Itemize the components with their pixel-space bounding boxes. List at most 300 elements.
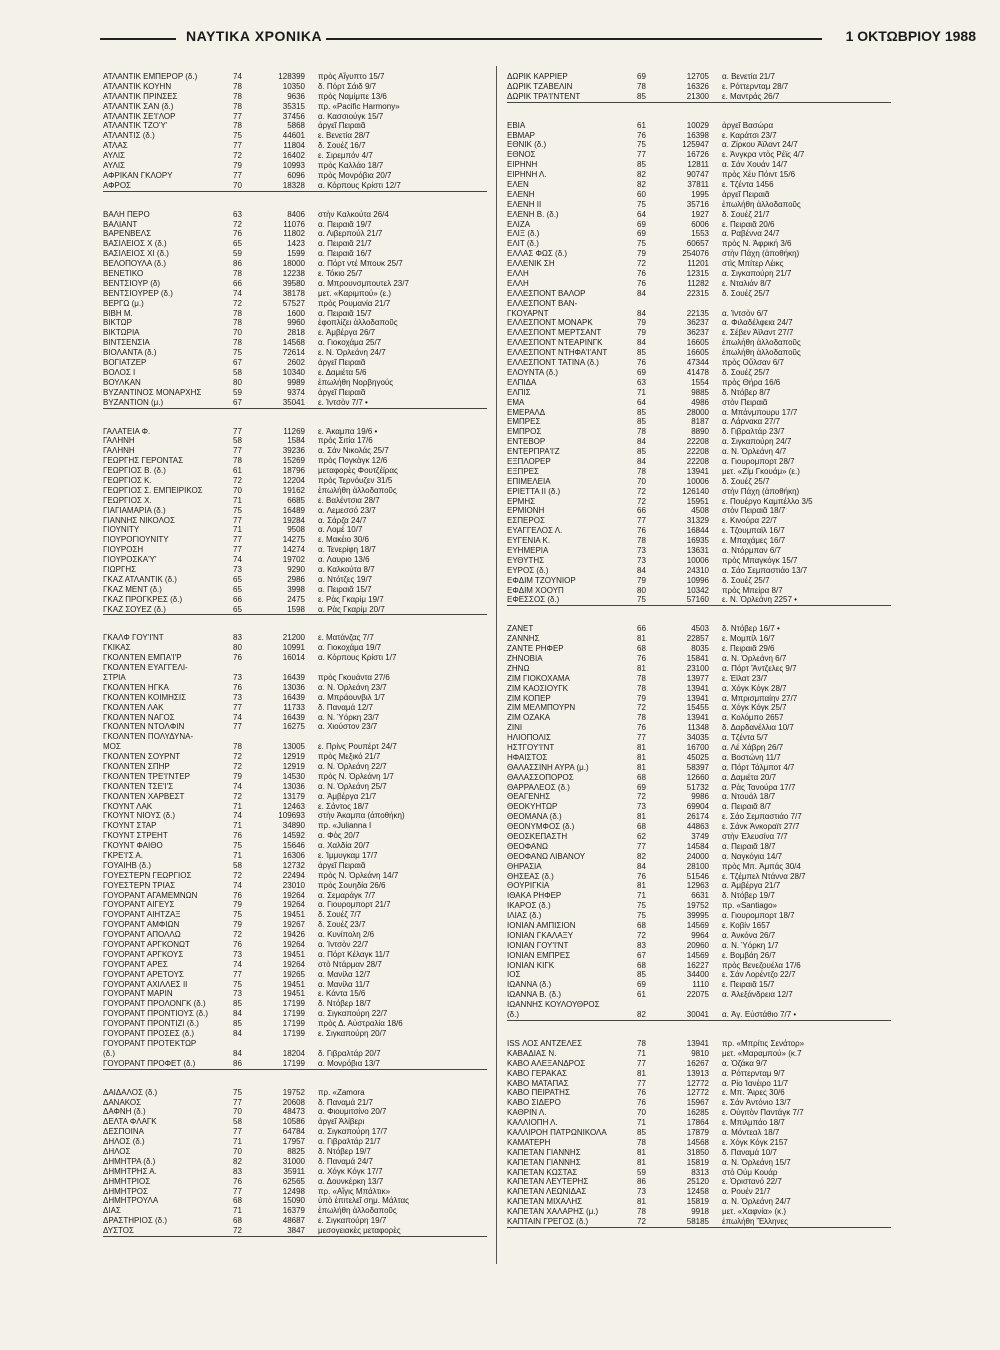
build-year: 80 xyxy=(233,643,242,653)
position-note: ἐπωλήθη Νορβηγούς xyxy=(318,377,394,387)
ship-name: ΔΗΜΗΤΡΙΟΣ xyxy=(103,1176,151,1186)
ship-row xyxy=(507,703,891,713)
build-year: 77 xyxy=(233,702,242,712)
ship-row xyxy=(103,683,487,693)
build-year: 69 xyxy=(637,72,646,81)
ship-name: ΑΤΛΑΝΤΙΣ (δ.) xyxy=(103,131,155,141)
build-year: 72 xyxy=(233,298,242,308)
ship-row xyxy=(507,140,891,150)
ship-row xyxy=(103,318,487,328)
ship-row xyxy=(507,783,891,793)
ship-row xyxy=(507,437,891,447)
tonnage: 16014 xyxy=(282,653,305,663)
ship-row xyxy=(103,1127,487,1137)
tonnage: 20960 xyxy=(686,940,709,950)
listing-block xyxy=(103,1088,487,1237)
ship-row xyxy=(507,802,891,812)
ship-row xyxy=(507,911,891,921)
tonnage: 34890 xyxy=(282,821,305,831)
ship-row xyxy=(103,1167,487,1177)
ship-name: ΔΕΛΤΑ ΦΛΑΓΚ xyxy=(103,1117,157,1127)
ship-name: ΚΑΠΕΤΑΝ ΚΩΣΤΑΣ xyxy=(507,1167,578,1177)
build-year: 85 xyxy=(637,348,646,358)
position-note: ε. Ἰμμυγκαμ 17/7 xyxy=(318,851,378,861)
build-year: 79 xyxy=(233,771,242,781)
position-note: α. Ἰντσὸν 6/7 xyxy=(722,308,768,318)
ship-name: ΓΟΥΟΡΑΝΤ ΑΙΓΕΥΣ xyxy=(103,900,175,910)
tonnage: 19426 xyxy=(282,930,305,940)
ship-name: ΕΛΛΕΣΠΟΝΤ ΝΤΕΑΡΙΝΓΚ xyxy=(507,338,603,348)
position-note: πρὸς Τερνόυζεν 31/5 xyxy=(318,475,393,485)
ship-row xyxy=(507,150,891,160)
ship-row xyxy=(507,624,891,634)
build-year: 75 xyxy=(233,1087,242,1097)
position-note: πρὸς Αἴγυπτο 15/7 xyxy=(318,72,385,81)
ship-name: ΕΦΔΙΜ ΧΟΟΥΠ xyxy=(507,585,564,595)
tonnage: 8825 xyxy=(287,1146,305,1156)
tonnage: 21200 xyxy=(282,633,305,643)
ship-name: ΕΛΙΤ (δ.) xyxy=(507,239,539,249)
ship-name: ΕΛΛΕΣΠΟΝΤ ΝΤΗΦΑ'Ι'ΑΝΤ xyxy=(507,348,608,358)
tonnage: 6006 xyxy=(691,219,709,229)
position-note: α. Γιουρομπορτ 21/7 xyxy=(318,900,391,910)
position-note: α. Μπράουνβιλ 1/7 xyxy=(318,692,385,702)
ship-name: ΣΤΡΙΑ xyxy=(103,672,126,682)
ship-name: ΘΕΑΓΕΝΗΣ xyxy=(507,792,551,802)
tonnage: 37456 xyxy=(282,111,305,121)
tonnage: 35911 xyxy=(283,1166,305,1176)
ship-name: ΚΑΠΕΤΑΝ ΧΑΛΑΡΗΣ (μ.) xyxy=(507,1207,599,1217)
position-note: α. Ν. Ὀρλεάνη 4/7 xyxy=(722,447,787,457)
ship-row xyxy=(103,378,487,388)
build-year: 73 xyxy=(233,692,242,702)
build-year: 66 xyxy=(233,594,242,604)
tonnage: 60657 xyxy=(686,239,709,249)
ship-row xyxy=(103,811,487,821)
tonnage: 10993 xyxy=(282,161,305,171)
issue-date: 1 ΟΚΤΩΒΡΙΟΥ 1988 xyxy=(845,28,976,44)
ship-row xyxy=(507,634,891,644)
ship-name: ΑΥΛΙΣ xyxy=(103,161,125,171)
ship-name: ΕΘΝΙΚ (δ.) xyxy=(507,140,547,150)
ship-name: ΕΦΔΙΜ ΤΖΟΥΝΙΟΡ xyxy=(507,575,576,585)
position-note: ε. Σάο Σεμπαστιάο 7/7 xyxy=(722,812,802,822)
ship-row xyxy=(507,1079,891,1089)
ship-row xyxy=(103,131,487,141)
ship-row xyxy=(507,941,891,951)
tonnage: 19451 xyxy=(282,979,305,989)
position-note: μετ. «Καριμπού» (ε.) xyxy=(318,288,392,298)
build-year: 77 xyxy=(637,733,646,743)
build-year: 69 xyxy=(637,782,646,792)
build-year: 64 xyxy=(637,209,646,219)
position-note: α. Σιγκαπούρη 22/7 xyxy=(318,1009,388,1019)
position-note: ε. Πειραιᾶ 29/6 xyxy=(722,644,775,654)
build-year: 68 xyxy=(233,1216,242,1226)
ship-name: ΓΕΩΡΓΗΣ ΓΕΡΟΝΤΑΣ xyxy=(103,456,184,466)
ship-name: ΒΟΓΙΑΤΖΕΡ xyxy=(103,358,147,368)
ship-row xyxy=(507,664,891,674)
build-year: 69 xyxy=(637,229,646,239)
position-note: α. Ν. Ὑόρκη 23/7 xyxy=(318,712,380,722)
build-year: 79 xyxy=(637,318,646,328)
position-note: μεταφορὲς Φουτζέϊρας xyxy=(318,466,398,476)
listing-block xyxy=(103,72,487,192)
ship-name: ΒΥΖΑΝΤΙΟΝ (μ.) xyxy=(103,397,164,407)
ship-name: ΕΛΟΥΝΤΑ (δ.) xyxy=(507,367,559,377)
position-note: α. Χαλδία 20/7 xyxy=(318,841,370,851)
ship-name: ΓΚΟΛΝΤΕΝ ΛΑΚ xyxy=(103,702,164,712)
position-note: α. Ν. Ὀρλεάνη 22/7 xyxy=(318,762,387,771)
ship-name: ΕΛΛΕΣΠΟΝΤ ΤΑΤΙΝΑ (δ.) xyxy=(507,358,599,368)
position-note: α. Πειραιᾶ 21/7 xyxy=(318,239,372,249)
build-year: 84 xyxy=(637,338,646,348)
tonnage: 69904 xyxy=(686,802,709,812)
ship-name: ΘΕΟΦΑΝΩ xyxy=(507,841,549,851)
ship-row xyxy=(103,575,487,585)
ship-name: ΘΗΣΕΑΣ (δ.) xyxy=(507,871,554,881)
ship-row xyxy=(103,299,487,309)
ship-name: ΙΟΝΙΑΝ ΓΚΑΛΑΞΥ xyxy=(507,930,574,940)
ship-row xyxy=(507,1108,891,1118)
tonnage: 11076 xyxy=(283,219,305,229)
ship-row xyxy=(103,772,487,782)
build-year: 63 xyxy=(233,209,242,219)
tonnage: 19264 xyxy=(282,890,305,900)
ship-name: ΕΛΕΝΗ xyxy=(507,189,535,199)
position-note: ε. Βαλέντσια 28/7 xyxy=(318,495,380,505)
build-year: 83 xyxy=(637,940,646,950)
build-year: 62 xyxy=(637,832,646,842)
tonnage: 10029 xyxy=(686,120,709,130)
tonnage: 48687 xyxy=(282,1216,305,1226)
tonnage: 58185 xyxy=(686,1216,709,1226)
tonnage: 11282 xyxy=(687,278,709,288)
ship-name: ΒΥΖΑΝΤΙΝΟΣ ΜΟΝΑΡΧΗΣ xyxy=(103,387,202,397)
position-note: α. Ἀμβέργα 21/7 xyxy=(318,791,377,801)
ship-row xyxy=(507,576,891,586)
ship-row xyxy=(507,792,891,802)
tonnage: 2475 xyxy=(287,594,305,604)
ship-name: ΕΘΝΟΣ xyxy=(507,150,536,160)
tonnage: 16398 xyxy=(686,130,709,140)
build-year: 71 xyxy=(233,525,242,535)
tonnage: 9810 xyxy=(691,1048,709,1058)
ship-row xyxy=(507,1039,891,1049)
build-year: 72 xyxy=(637,930,646,940)
ship-row xyxy=(507,1000,891,1010)
build-year: 60 xyxy=(637,189,646,199)
build-year: 70 xyxy=(233,1146,242,1156)
position-note: α. Σεμαράγκ 7/7 xyxy=(318,890,376,900)
ship-name: ΓΟΥΟΡΑΝΤ ΠΡΟΝΤΙΖΙ (δ.) xyxy=(103,1019,199,1029)
position-note: ε. Ἐϊλατ 23/7 xyxy=(722,673,768,683)
ship-name: ΕΡΜΙΟΝΗ xyxy=(507,506,545,516)
tonnage: 16267 xyxy=(686,1058,709,1068)
ship-name: ΙΛΙΑΣ (δ.) xyxy=(507,911,542,921)
position-note: ἐπωλήθη ἀλλοδαποῦς xyxy=(318,1206,397,1216)
ship-row xyxy=(103,427,487,437)
ship-row xyxy=(507,990,891,1000)
position-note: α. Σάρζα 24/7 xyxy=(318,515,367,525)
ship-row xyxy=(507,713,891,723)
ship-name: ΘΕΟΦΑΝΩ ΛΙΒΑΝΟΥ xyxy=(507,851,586,861)
build-year: 70 xyxy=(637,476,646,486)
ship-name: ΑΤΛΑΝΤΙΚ ΚΟΥΗΝ xyxy=(103,81,172,91)
ship-row xyxy=(103,930,487,940)
position-note: ε. Σιγκαπούρη 20/7 xyxy=(318,1029,387,1039)
ship-name: ΓΚΟΛΝΤΕΝ ΤΣΕ'Ι'Σ xyxy=(103,781,174,791)
position-note: δ. Σουέζ 16/7 xyxy=(318,141,366,151)
position-note: ε. Ρόττερνταμ 28/7 xyxy=(722,81,789,91)
build-year: 82 xyxy=(637,1010,646,1020)
ship-row xyxy=(103,171,487,181)
ship-row xyxy=(507,239,891,249)
build-year: 79 xyxy=(233,900,242,910)
position-note: πρὸς Γκουάντα 27/6 xyxy=(318,672,390,682)
tonnage: 39995 xyxy=(686,911,709,921)
ship-name: ΓΟΥΟΡΑΝΤ ΑΜΦΙΩΝ xyxy=(103,920,180,930)
ship-row xyxy=(103,545,487,555)
build-year: 77 xyxy=(637,841,646,851)
right-column xyxy=(507,72,891,1246)
ship-name: ΘΕΟΚΥΗΤΩΡ xyxy=(507,802,558,812)
position-note: α. Πειραιᾶ 8/7 xyxy=(722,802,772,812)
tonnage: 36237 xyxy=(686,328,709,338)
ship-row xyxy=(103,1196,487,1206)
tonnage: 25120 xyxy=(686,1177,709,1187)
build-year: 71 xyxy=(637,387,646,397)
ship-row xyxy=(507,516,891,526)
ship-name: ΑΤΛΑΝΤΙΚ ΤΖΟ'Υ' xyxy=(103,121,168,131)
build-year: 77 xyxy=(637,516,646,526)
position-note: α. Πειραιᾶ 19/7 xyxy=(318,219,372,229)
build-year: 76 xyxy=(637,130,646,140)
ship-row xyxy=(507,1128,891,1138)
ship-name: ΙΟΝΙΑΝ ΑΜΠΙΣΙΟΝ xyxy=(507,921,576,931)
build-year: 81 xyxy=(637,812,646,822)
build-year: 69 xyxy=(637,367,646,377)
ship-name: ΓΚΑΖ ΜΕΝΤ (δ.) xyxy=(103,584,162,594)
tonnage: 12772 xyxy=(686,1078,709,1088)
ship-name: (δ.) xyxy=(103,1048,116,1058)
build-year: 70 xyxy=(233,328,242,338)
build-year: 71 xyxy=(233,821,242,831)
build-year: 72 xyxy=(637,792,646,802)
ship-row xyxy=(103,555,487,565)
ship-name: ΑΤΛΑΝΤΙΚ ΠΡΙΝΣΕΣ xyxy=(103,91,178,101)
ship-name: ΒΕΝΤΣΙΟΥΡΕΡ (δ.) xyxy=(103,288,173,298)
position-note: α. Ραβέννα 24/7 xyxy=(722,229,780,239)
tonnage: 126140 xyxy=(682,486,709,496)
ship-row xyxy=(103,259,487,269)
tonnage: 48473 xyxy=(282,1107,305,1117)
position-note: ε. Σάντος 18/7 xyxy=(318,801,369,811)
ship-row xyxy=(507,506,891,516)
build-year: 72 xyxy=(233,1226,242,1236)
ship-name: ΓΟΥΕΣΤΕΡΝ ΓΕΩΡΓΙΟΣ xyxy=(103,870,192,880)
tonnage: 62565 xyxy=(282,1176,305,1186)
tonnage: 16935 xyxy=(686,536,709,546)
tonnage: 11348 xyxy=(687,723,709,733)
position-note: α. Τενερίφη 18/7 xyxy=(318,545,376,555)
ship-name: (δ.) xyxy=(507,1010,520,1020)
tonnage: 10991 xyxy=(282,643,305,653)
ship-name: ΚΑΠΕΤΑΝ ΜΙΧΑΛΗΣ xyxy=(507,1197,583,1207)
tonnage: 12463 xyxy=(282,801,305,811)
ship-row xyxy=(103,388,487,398)
position-note: στὴν Ἐλευσίνα 7/7 xyxy=(722,832,788,842)
position-note: πρὸς Σιτία 17/6 xyxy=(318,436,373,446)
tonnage: 12660 xyxy=(686,772,709,782)
position-note: ε. Ὀριστανό 22/7 xyxy=(722,1177,782,1187)
tonnage: 9989 xyxy=(287,377,305,387)
ship-name: ΓΙΑΓΙΑΜΑΡΙΑ (δ.) xyxy=(103,505,166,515)
build-year: 77 xyxy=(233,426,242,436)
position-note: α. Φιλαδέλφεια 24/7 xyxy=(722,318,793,328)
ship-row xyxy=(507,289,891,299)
tonnage: 58397 xyxy=(686,762,709,772)
build-year: 71 xyxy=(233,801,242,811)
tonnage: 1600 xyxy=(287,308,305,318)
ship-name: ΓΟΥΟΡΑΝΤ ΑΙΗΤΖΑΞ xyxy=(103,910,181,920)
build-year: 71 xyxy=(233,1137,242,1147)
ship-row xyxy=(103,752,487,762)
ship-name: ΑΦΡΙΚΑΝ ΓΚΛΟΡΥ xyxy=(103,170,173,180)
ship-row xyxy=(507,378,891,388)
ship-row xyxy=(103,368,487,378)
build-year: 85 xyxy=(637,970,646,980)
tonnage: 10006 xyxy=(686,476,709,486)
build-year: 74 xyxy=(233,72,242,81)
ship-name: ΙΟΝΙΑΝ ΕΜΠΡΕΣ xyxy=(507,950,571,960)
ship-name: ΔΩΡΙΚ ΚΑΡΡΙΕΡ xyxy=(507,72,568,81)
build-year: 72 xyxy=(233,870,242,880)
tonnage: 4503 xyxy=(691,624,709,634)
position-note: ἀργεῖ Βασώρα xyxy=(722,120,774,130)
ship-name: ΓΚΑΖ ΣΟΥΕΖ (δ.) xyxy=(103,604,166,614)
tonnage: 8406 xyxy=(287,209,305,219)
tonnage: 57160 xyxy=(686,595,709,605)
ship-row xyxy=(103,358,487,368)
position-note: α. Πόρτ Τάλμποτ 4/7 xyxy=(722,762,795,772)
tonnage: 90747 xyxy=(686,170,709,180)
position-note: α. Κασσιούγκ 15/7 xyxy=(318,111,384,121)
ship-name: ΕΛΛΕΣΠΟΝΤ ΒΑΝ- xyxy=(507,298,578,308)
build-year: 72 xyxy=(233,752,242,762)
position-note: δ. Ντόβερ 19/7 xyxy=(318,1146,371,1156)
ship-row xyxy=(507,812,891,822)
position-note: ε. Σάν Λορέντζο 22/7 xyxy=(722,970,796,980)
tonnage: 9636 xyxy=(287,91,305,101)
ship-name: ΓΟΥΟΡΑΝΤ ΑΧΙΛΛΕΣ ΙΙ xyxy=(103,979,188,989)
tonnage: 12705 xyxy=(686,72,709,81)
tonnage: 1598 xyxy=(287,604,305,614)
tonnage: 15090 xyxy=(282,1196,305,1206)
tonnage: 16844 xyxy=(686,526,709,536)
build-year: 78 xyxy=(233,456,242,466)
position-note: α. Φιουμιτσίνο 20/7 xyxy=(318,1107,387,1117)
tonnage: 14568 xyxy=(282,338,305,348)
ship-row xyxy=(103,920,487,930)
position-note: πρὸς Ρουμανία 21/7 xyxy=(318,298,391,308)
tonnage: 45025 xyxy=(686,752,709,762)
position-note: ε. Σάνκ Ἀνκοραϊτ 27/7 xyxy=(722,822,800,832)
build-year: 76 xyxy=(233,653,242,663)
ship-name: ΔΕΣΠΟΙΝΑ xyxy=(103,1127,144,1137)
ship-name: ΓΚΟΛΝΤΕΝ ΗΓΚΑ xyxy=(103,682,169,692)
ship-name: ΔΙΑΣ xyxy=(103,1206,121,1216)
ship-name: ΓΕΩΡΓΙΟΣ Σ. ΕΜΠΕΙΡΙΚΟΣ xyxy=(103,485,203,495)
ship-name: ΘΑΡΡΑΛΕΟΣ (δ.) xyxy=(507,782,570,792)
position-note: α. Κόρπους Κρίστι 1/7 xyxy=(318,653,397,663)
position-note: ἀργεῖ Πειραιᾶ xyxy=(318,387,366,397)
build-year: 77 xyxy=(637,1078,646,1088)
ship-name: ΓΑΛΗΝΗ xyxy=(103,446,135,456)
position-note: α. Ρὰς Τανούρα 17/7 xyxy=(722,782,796,792)
ship-name: ΔΑΦΝΗ (δ.) xyxy=(103,1107,146,1117)
ship-row xyxy=(103,525,487,535)
ship-row xyxy=(103,1107,487,1117)
position-note: ἀργεῖ Πειραιᾶ xyxy=(318,121,366,131)
ship-row xyxy=(507,763,891,773)
ship-name: ΓΙΟΥΝΙΤΥ xyxy=(103,525,140,535)
position-note: πρὸς Πογκὰγκ 12/6 xyxy=(318,456,388,466)
tonnage: 13631 xyxy=(686,545,709,555)
ship-row xyxy=(103,851,487,861)
build-year: 69 xyxy=(637,219,646,229)
position-note: ε. Χόγκ Κόγκ 2157 xyxy=(722,1137,788,1147)
tonnage: 16326 xyxy=(686,81,709,91)
ship-name: ΓΚΟΛΝΤΕΝ ΝΤΟΛΦΙΝ xyxy=(103,722,185,732)
ship-name: ΓΟΥΟΡΑΝΤ ΑΡΕΤΟΥΣ xyxy=(103,969,184,979)
ship-row xyxy=(103,161,487,171)
ship-row xyxy=(507,318,891,328)
ship-name: ΖΑΝΝΗΣ xyxy=(507,634,540,644)
position-note: ε. Ἀκαμπα 19/6 • xyxy=(318,426,378,436)
build-year: 76 xyxy=(637,653,646,663)
ship-name: ΕΛΛΑΣ ΦΩΣ (δ.) xyxy=(507,249,568,259)
position-note: α. Ἰντσὸν 22/7 xyxy=(318,940,369,950)
build-year: 72 xyxy=(637,703,646,713)
ship-row xyxy=(103,653,487,663)
position-note: ἀργεῖ Ἀλίβερι xyxy=(318,1117,365,1127)
position-note: ε. Τζουμπαϊλ 16/7 xyxy=(722,526,785,536)
ship-name: ΓΚΟΥΝΤ ΛΑΚ xyxy=(103,801,153,811)
tonnage: 12315 xyxy=(686,269,709,279)
ship-row xyxy=(103,910,487,920)
position-note: α. Ἀλεξάνδρεια 12/7 xyxy=(722,990,793,1000)
tonnage: 10996 xyxy=(686,575,709,585)
ship-row xyxy=(507,1138,891,1148)
build-year: 77 xyxy=(233,722,242,732)
ship-row xyxy=(103,940,487,950)
ship-row xyxy=(103,1216,487,1226)
ship-name: ISS ΛΟΣ ΑΝΤΖΕΛΕΣ xyxy=(507,1038,583,1048)
ship-name: ΒΙΝΤΣΕΝΣΙΑ xyxy=(103,338,150,348)
position-note: α. Ντότζες 19/7 xyxy=(318,574,373,584)
build-year: 76 xyxy=(233,890,242,900)
position-note: α. Λαυριο 13/6 xyxy=(318,555,370,565)
tonnage: 31000 xyxy=(282,1156,305,1166)
tonnage: 17957 xyxy=(282,1137,305,1147)
tonnage: 8035 xyxy=(691,644,709,654)
position-note: στὶς Μπίτερ Λέικς xyxy=(722,259,784,269)
build-year: 77 xyxy=(233,535,242,545)
ship-row xyxy=(103,762,487,772)
listing-block xyxy=(507,1039,891,1228)
position-note: α. Πόρτ ντέ Μπουκ 25/7 xyxy=(318,259,403,269)
